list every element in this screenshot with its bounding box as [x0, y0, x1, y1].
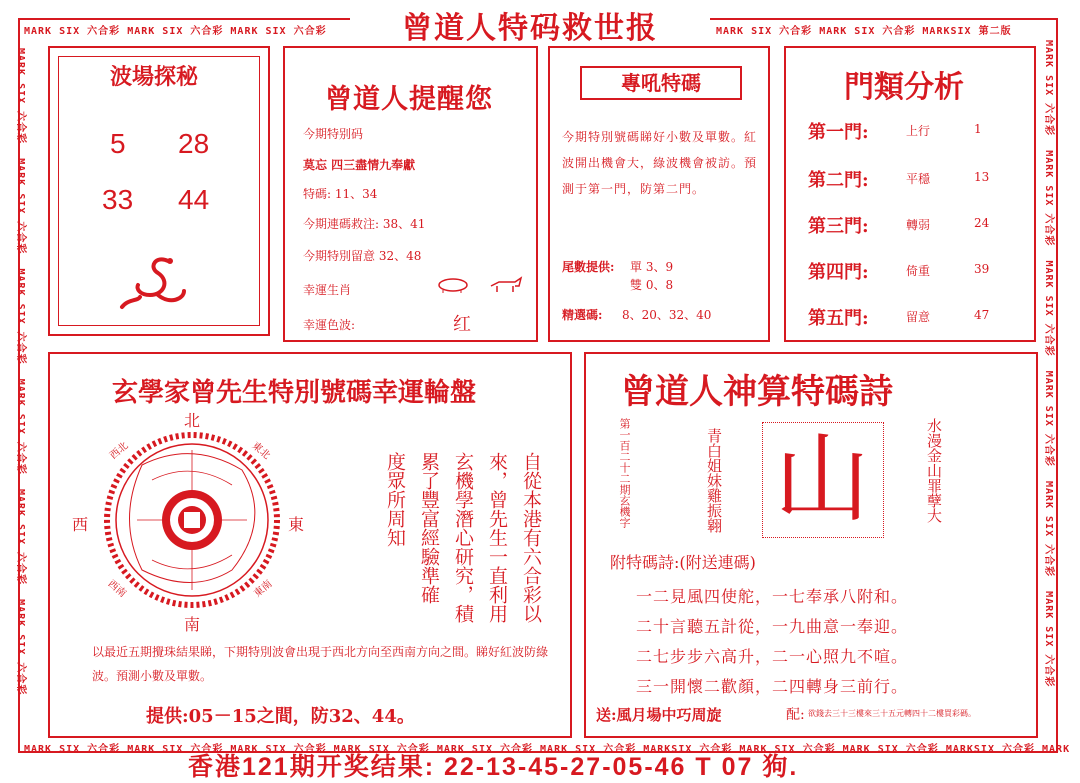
poem-pei-label: 配:: [786, 707, 805, 723]
border-text-bottom: MARK SIX 六合彩 MARK SIX 六合彩 MARK SIX 六合彩 MARK SIX 六合彩 MARK SIX 六合彩 MARK SIX 六合彩 MARKSIX 六合彩 MARK SIX 六合彩 MARK SIX 六合彩 MARKSIX 六合彩 MARK: [24, 744, 1071, 755]
compass-west: 西: [72, 515, 89, 534]
box-reminder: [283, 46, 538, 342]
compass-north: 北: [184, 411, 201, 430]
reminder-row-1: 今期特别码: [303, 127, 364, 141]
border-text-top-left: MARK SIX 六合彩 MARK SIX 六合彩 MARK SIX 六合彩: [24, 26, 327, 37]
verse-col-3: 玄機學潛心研究，積: [452, 452, 474, 623]
border-left-chunk: MARK SIX 六合彩: [15, 158, 26, 255]
poem-label: 附特碼詩:(附送連碼): [610, 553, 756, 572]
border-left-chunk: MARK SIX 六合彩: [15, 488, 26, 586]
border-left-chunk: MARK SIX 六合彩: [15, 48, 26, 145]
lucky-color-value: 红: [453, 314, 471, 335]
gate-word-4: 倚重: [906, 264, 931, 278]
gate-label-2: 第二門:: [808, 170, 869, 191]
gate-num-5: 47: [974, 308, 990, 322]
wheel-supply: 提供:05－15之間，防32、44。: [146, 706, 415, 727]
border-right-chunk: MARK SIX 六合彩: [1043, 260, 1054, 357]
compass-east: 東: [288, 515, 305, 534]
number-3: 33: [102, 184, 134, 215]
poem-line-4: 三一開懷二歡顏，二四轉身三前行。: [636, 677, 909, 696]
big-char: 山: [774, 423, 870, 535]
gate-label-1: 第一門:: [808, 122, 869, 143]
reminder-row-3: 特碼: 11、34: [303, 187, 378, 201]
lucky-compass-wheel: [72, 410, 322, 634]
gate-word-2: 平穩: [906, 172, 931, 186]
number-2: 28: [178, 128, 210, 159]
box-wave-secret: [48, 46, 270, 336]
compass-northeast: 東北: [249, 440, 272, 462]
border-left-chunk: MARK SIX 六合彩: [15, 599, 26, 696]
poem-pei-text: 欲錢去三十三樓來三十五元轉四十二樓買彩碼。: [808, 709, 976, 718]
tail-line-1: 單 3、9: [630, 260, 674, 274]
gate-analysis-title: 門類分析: [844, 70, 964, 105]
poem-line-1: 一二見風四使舵，一七奉承八附和。: [636, 587, 909, 606]
gate-num-1: 1: [974, 122, 982, 136]
poem-right-column: 水漫金山罪孽大: [925, 418, 943, 523]
border-right-chunk: MARK SIX 六合彩: [1043, 40, 1054, 137]
gate-num-4: 39: [974, 262, 990, 276]
compass-south: 南: [184, 615, 201, 634]
select-label: 精選碼:: [562, 308, 603, 322]
gate-word-1: 上行: [906, 124, 931, 138]
tail-line-2: 雙 0、8: [630, 278, 674, 292]
verse-col-4: 累了豐富經驗準確: [418, 452, 440, 604]
poem-send: 送:風月場中巧周旋: [596, 706, 722, 724]
box-wave-secret-title: 波場探秘: [110, 64, 199, 90]
box-reminder-title: 曾道人提醒您: [325, 84, 493, 115]
box-special-code: [548, 46, 770, 342]
border-left-chunk: MARK SIX 六合彩: [15, 378, 26, 475]
poem-mid-column: 青白姐妹雞振翱: [705, 428, 723, 533]
number-1: 5: [110, 128, 126, 159]
reminder-row-2: 莫忘 四三盡情九奉獻: [303, 158, 416, 172]
gate-num-2: 13: [974, 170, 990, 184]
poem-line-2: 二十言聽五計從，一九曲意一奉迎。: [636, 617, 909, 636]
pig-icon: [433, 276, 473, 294]
reminder-row-5: 今期特別留意 32、48: [303, 249, 422, 263]
border-right-chunk: MARK SIX 六合彩: [1043, 370, 1054, 467]
verse-col-5: 度眾所周知: [384, 452, 406, 547]
border-left-chunk: MARK SIX 六合彩: [15, 268, 26, 365]
select-value: 8、20、32、40: [622, 308, 712, 322]
box-gate-analysis: [784, 46, 1036, 342]
gate-label-5: 第五門:: [808, 308, 869, 329]
special-code-paragraph: 今期特別號碼睇好小數及單數。紅波開出機會大，綠波機會被訪。預測于第一門，防第二門。: [562, 130, 758, 196]
tail-label: 尾數提供:: [562, 260, 615, 274]
poem-line-3: 二七步步六高升，二一心照九不喧。: [636, 647, 909, 666]
wheel-note: 以最近五期攪珠結果睇，下期特別波會出現于西北方向至西南方向之間。睇好紅波防綠波。預測小數及單數。: [92, 645, 549, 683]
verse-col-1: 自從本港有六合彩以: [520, 452, 542, 623]
special-code-title: 專吼特碼: [580, 66, 742, 100]
border-right-chunk: MARK SIX 六合彩: [1043, 480, 1054, 578]
top-banner-title: 曾道人特码救世报: [350, 14, 710, 44]
gate-label-4: 第四門:: [808, 262, 869, 283]
border-text-right: [1043, 40, 1058, 730]
reminder-row-7: 幸運色波:: [303, 318, 356, 332]
border-right-chunk: MARK SIX 六合彩: [1043, 591, 1054, 688]
poem-left-column: 第一百二十二期玄機字: [618, 418, 631, 528]
box-code-poem: [584, 352, 1038, 738]
compass-southwest: 西南: [105, 578, 128, 600]
border-right-chunk: MARK SIX 六合彩: [1043, 150, 1054, 247]
horse-icon: [485, 276, 525, 294]
code-poem-title: 曾道人神算特碼詩: [621, 372, 893, 412]
number-4: 44: [178, 184, 210, 215]
reminder-row-6: 幸運生肖: [303, 283, 352, 297]
gate-label-3: 第三門:: [808, 216, 869, 237]
compass-northwest: 西北: [108, 440, 131, 462]
gate-num-3: 24: [974, 216, 990, 230]
gate-word-5: 留意: [906, 310, 931, 324]
snake-icon: [118, 253, 198, 313]
lucky-wheel-title: 玄學家曾先生特別號碼幸運輪盤: [112, 378, 477, 408]
reminder-row-4: 今期連碼救注: 38、41: [303, 217, 426, 231]
gate-word-3: 轉弱: [906, 218, 931, 232]
bottom-result-banner: 香港121期开奖结果: 22-13-45-27-05-46 T 07 狗.: [188, 753, 799, 781]
verse-col-2: 來，曾先生一直利用: [486, 452, 508, 623]
border-text-top-right: MARK SIX 六合彩 MARK SIX 六合彩 MARKSIX 第二版: [716, 26, 1012, 37]
border-text-left: [15, 48, 30, 738]
compass-southeast: 東南: [252, 578, 275, 600]
